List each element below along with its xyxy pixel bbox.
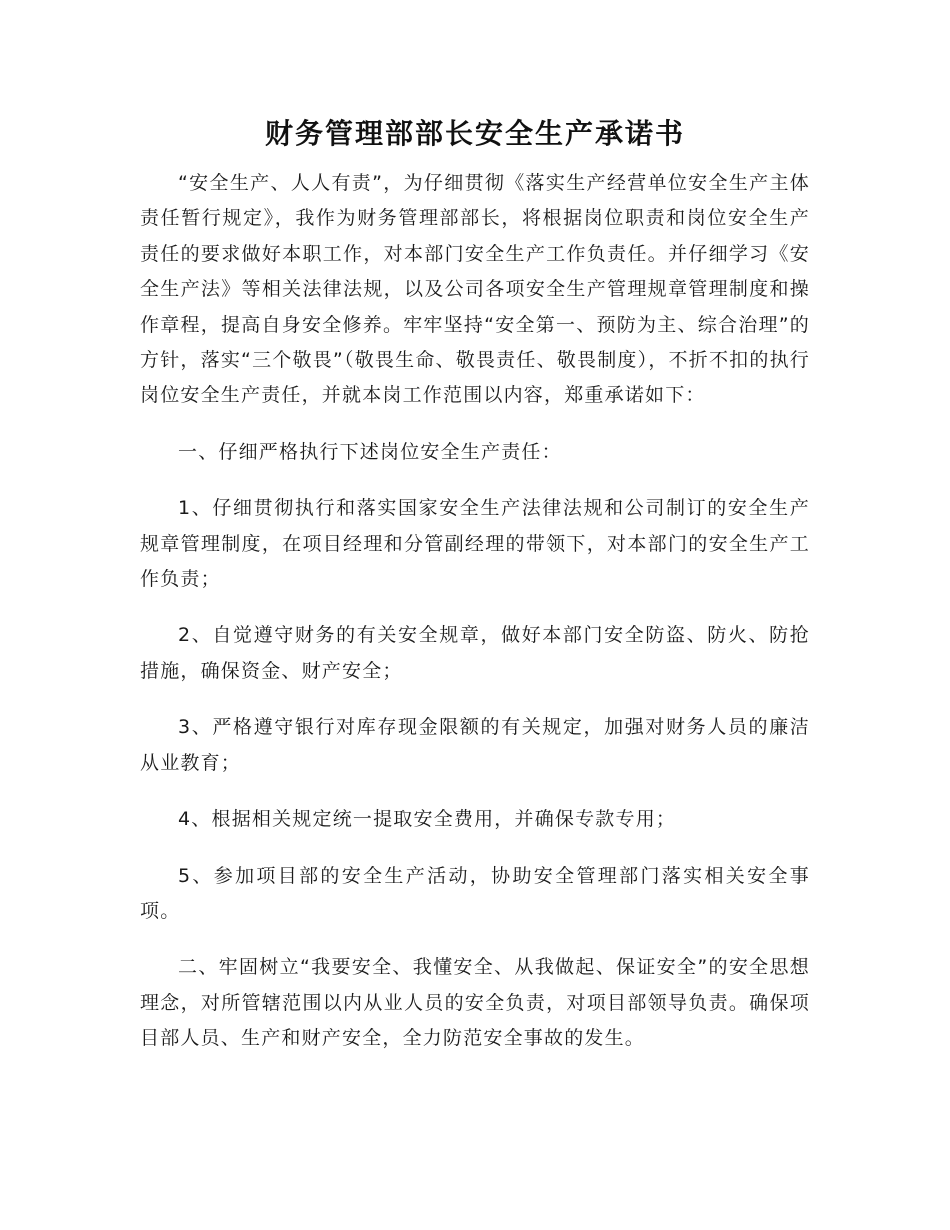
paragraph-item-4: 4、根据相关规定统一提取安全费用，并确保专款专用；: [178, 808, 677, 831]
document-title: 财务管理部部长安全生产承诺书: [264, 117, 685, 150]
paragraph-item-2: 2、自觉遵守财务的有关安全规章，做好本部门安全防盗、防火、防抢措施，确保资金、财产安全；: [140, 624, 810, 682]
paragraph-section-2: 二、牢固树立“我要安全、我懂安全、从我做起、保证安全”的安全思想理念，对所管辖范围以内从业人员的安全负责，对项目部领导负责。确保项目部人员、生产和财产安全，全力防范安全事故的发生。: [140, 956, 810, 1050]
paragraph-item-1: 1、仔细贯彻执行和落实国家安全生产法律法规和公司制订的安全生产规章管理制度，在项目经理和分管副经理的带领下，对本部门的安全生产工作负责；: [140, 497, 810, 591]
paragraph-item-3: 3、严格遵守银行对库存现金限额的有关规定，加强对财务人员的廉洁从业教育；: [140, 716, 810, 774]
paragraph-section-1-heading: 一、仔细严格执行下述岗位安全生产责任：: [178, 440, 562, 463]
paragraph-item-5: 5、参加项目部的安全生产活动，协助安全管理部门落实相关安全事项。: [140, 864, 810, 922]
paragraph-intro: “安全生产、人人有责”，为仔细贯彻《落实生产经营单位安全生产主体责任暂行规定》，我作为财务管理部部长，将根据岗位职责和岗位安全生产责任的要求做好本职工作，对本部门安全生产工作负责任。并仔细学习《安全生产法》等相关法律法规，以及公司各项安全生产管理规章管理制度和操作章程，提高自身安全修养。牢牢坚持“安全第一、预防为主、综合治理”的方针，落实“三个敬畏”（敬畏生命、敬畏责任、敬畏制度），不折不扣的执行岗位安全生产责任，并就本岗工作范围以内容，郑重承诺如下：: [140, 172, 810, 407]
document-body: [140, 166, 810, 1078]
